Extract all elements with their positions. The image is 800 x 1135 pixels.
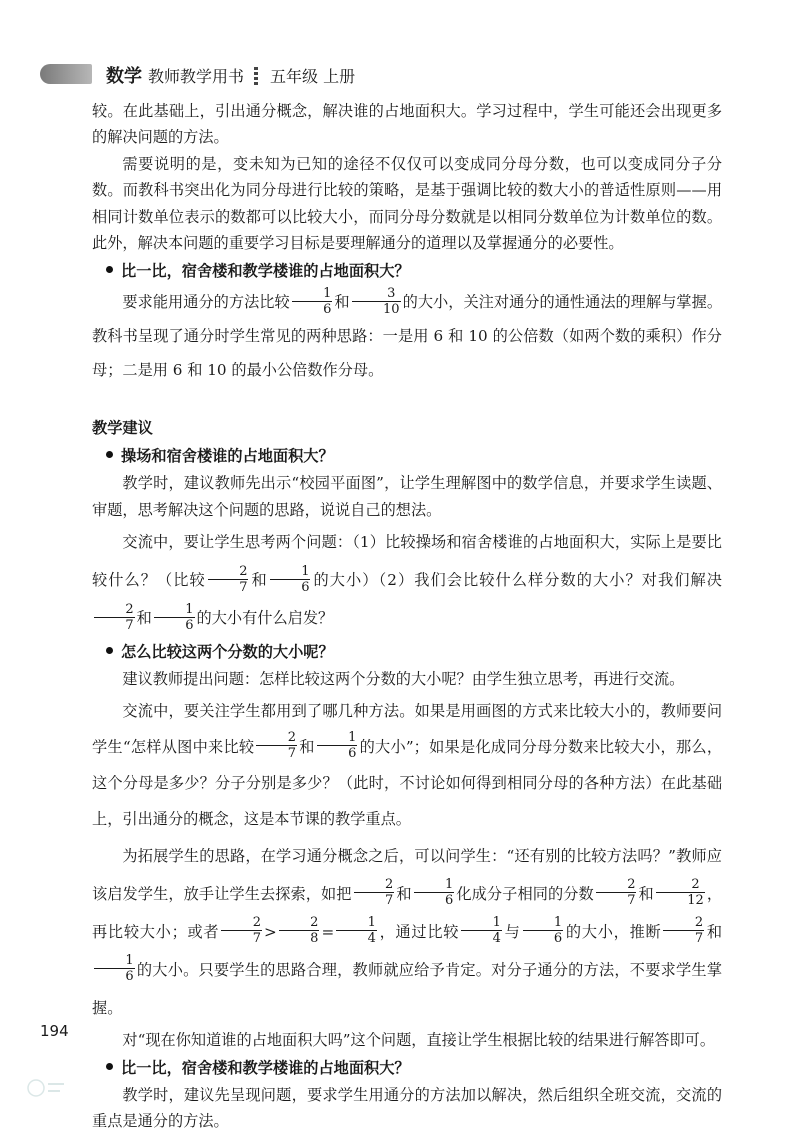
paragraph xyxy=(92,285,722,387)
text: 和 xyxy=(334,293,350,312)
text: 的大小，关注对通分的通性通法的理解与掌握。教科书呈现了通分时学生常见的两种思路：一是用 6 和 10 的公倍数（如两个数的乘积）作分母；二是用 6 和 10 的最小公倍数作分母。 xyxy=(92,293,723,380)
denominator: 12 xyxy=(687,893,704,909)
fraction xyxy=(208,564,249,595)
fraction xyxy=(336,915,377,946)
text: 为拓展学生的思路，在学习通分概念之后，可以问学生：“还有别的比较方法吗？”教师应该启发学生，放手让学生去探索，如把 xyxy=(92,846,722,903)
paragraph: 需要说明的是，变未知为已知的途径不仅仅可以变成同分母分数，也可以变成同分子分数。而教科书突出化为同分母进行比较的策略，是基于强调比较的数大小的普适性原则——用相同计数单位表示的数都可以比较大小，而同分母分数就是以相同分数单位为计数单位的数。此外，解决本问题的重要学习目标是要理解通分的道理以及掌握通分的必要性。 xyxy=(92,154,722,253)
paragraph: 建议教师提出问题：怎样比较这两个分数的大小呢？由学生独立思考，再进行交流。 xyxy=(122,670,685,689)
bullet-heading-text: 比一比，宿舍楼和教学楼谁的占地面积大？ xyxy=(121,262,410,281)
fraction xyxy=(523,915,564,946)
numerator: 1 xyxy=(154,602,195,618)
text: 交流中，要关注学生都用到了哪几种方法。如果是用画图的方式来比较大小的，教师要问学生“怎样从图中来比较 xyxy=(92,701,722,756)
denominator: 7 xyxy=(125,617,134,633)
bullet-heading-text: 操场和宿舍楼谁的占地面积大？ xyxy=(121,447,334,466)
page-body xyxy=(92,98,722,1135)
fraction xyxy=(596,877,637,908)
bullet-heading xyxy=(92,1055,722,1082)
numerator: 2 xyxy=(354,877,395,893)
fraction xyxy=(154,602,195,633)
numerator: 2 xyxy=(279,915,320,931)
numerator: 2 xyxy=(663,915,704,931)
fraction xyxy=(279,915,320,946)
bullet-dot-icon xyxy=(106,647,113,654)
text: 和 xyxy=(396,884,412,903)
denominator: 6 xyxy=(348,746,357,762)
text: 的大小）（2）我们会比较什么样分数的大小？对我们解决 xyxy=(312,571,722,590)
paragraph: 较。在此基础上，引出通分概念，解决谁的占地面积大。学习过程中，学生可能还会出现更多的解决问题的方法。 xyxy=(92,102,722,147)
denominator: 4 xyxy=(367,931,376,947)
denominator: 7 xyxy=(627,893,636,909)
bullet-dot-icon xyxy=(106,451,113,458)
text: 和 xyxy=(299,737,315,756)
fraction xyxy=(221,915,262,946)
fraction xyxy=(656,877,705,908)
denominator: 6 xyxy=(553,931,563,947)
bullet-dot-icon xyxy=(106,1063,113,1070)
denominator: 8 xyxy=(310,931,319,947)
denominator: 6 xyxy=(323,301,332,317)
denominator: 7 xyxy=(694,931,704,947)
header-title xyxy=(106,62,355,88)
fraction xyxy=(317,730,358,761)
denominator: 7 xyxy=(384,893,394,909)
numerator: 1 xyxy=(414,877,455,893)
denominator: 6 xyxy=(301,579,310,595)
numerator: 2 xyxy=(596,877,637,893)
fraction xyxy=(292,286,333,317)
denominator: 7 xyxy=(239,579,248,595)
denominator: 10 xyxy=(383,301,400,317)
header-book: 教师教学用书 xyxy=(148,67,245,86)
denominator: 6 xyxy=(445,893,454,909)
bullet-dot-icon xyxy=(106,266,113,273)
text: 和 xyxy=(706,922,723,941)
text: 的大小，推断 xyxy=(565,922,662,941)
text: 和 xyxy=(250,571,268,590)
numerator: 2 xyxy=(256,730,297,746)
text: 和 xyxy=(638,884,654,903)
paragraph xyxy=(92,523,722,637)
numerator: 1 xyxy=(523,915,564,931)
header-grade: 五年级 上册 xyxy=(270,67,356,86)
text: 与 xyxy=(503,922,521,941)
header-subject: 数学 xyxy=(106,66,142,87)
fraction xyxy=(256,730,297,761)
fraction xyxy=(94,602,135,633)
text: 的大小”；如果是化成同分母分数来比较大小，那么，这个分母是多少？分子分别是多少？（此时，不讨论如何得到相同分母的各种方法）在此基础上，引出通分的概念，这是本节课的教学重点。 xyxy=(92,737,723,828)
text: 要求能用通分的方法比较 xyxy=(122,293,290,312)
greater-than-sign: > xyxy=(264,922,277,941)
paragraph: 教学时，建议教师先出示“校园平面图”，让学生理解图中的数学信息，并要求学生读题、审题，思考解决这个问题的思路，说说自己的想法。 xyxy=(92,474,722,519)
denominator: 7 xyxy=(287,746,296,762)
text: ，再比较大小；或者 xyxy=(92,884,723,941)
watermark-icon xyxy=(26,1075,66,1101)
denominator: 6 xyxy=(125,969,134,985)
fraction xyxy=(352,286,401,317)
fraction xyxy=(461,915,502,946)
bullet-heading-text: 比一比，宿舍楼和教学楼谁的占地面积大？ xyxy=(121,1059,410,1078)
numerator: 1 xyxy=(461,915,502,931)
denominator: 4 xyxy=(492,931,501,947)
paragraph xyxy=(92,693,722,837)
bullet-heading xyxy=(92,639,722,666)
bullet-heading xyxy=(92,258,722,285)
fraction xyxy=(414,877,455,908)
paragraph: 对“现在你知道谁的占地面积大吗”这个问题，直接让学生根据比较的结果进行解答即可。 xyxy=(122,1030,716,1049)
numerator: 2 xyxy=(94,602,135,618)
text: ，通过比较 xyxy=(378,922,460,941)
numerator: 1 xyxy=(292,286,333,302)
header-separator xyxy=(254,67,258,85)
numerator: 1 xyxy=(336,915,377,931)
numerator: 1 xyxy=(94,953,135,969)
numerator: 2 xyxy=(221,915,262,931)
fraction xyxy=(354,877,395,908)
numerator: 2 xyxy=(656,877,705,893)
numerator: 1 xyxy=(270,564,311,580)
text: 化成分子相同的分数 xyxy=(456,884,594,903)
page-number: 194 xyxy=(40,1022,69,1040)
numerator: 1 xyxy=(317,730,358,746)
paragraph: 教学时，建议先呈现问题，要求学生用通分的方法加以解决，然后组织全班交流，交流的重点是通分的方法。 xyxy=(92,1086,722,1131)
fraction xyxy=(270,564,311,595)
paragraph xyxy=(92,837,722,1027)
denominator: 7 xyxy=(252,931,262,947)
text: 的大小有什么启发？ xyxy=(196,609,334,628)
text: 和 xyxy=(136,609,152,628)
text: 交流中，要让学生思考两个问题：（1）比较操场和宿舍楼谁的占地面积大，实际上是要比较什么？（比较 xyxy=(92,533,722,590)
numerator: 2 xyxy=(208,564,249,580)
numerator: 3 xyxy=(352,286,401,302)
page-header xyxy=(0,58,800,94)
bullet-heading xyxy=(92,443,722,470)
equals-sign: = xyxy=(321,922,335,941)
section-title: 教学建议 xyxy=(92,419,153,438)
denominator: 6 xyxy=(185,617,194,633)
fraction xyxy=(663,915,704,946)
text: 的大小。只要学生的思路合理，教师就应给予肯定。对分子通分的方法，不要求学生掌握。 xyxy=(92,960,722,1017)
bullet-heading-text: 怎么比较这两个分数的大小呢？ xyxy=(121,643,334,662)
header-decoration-bar xyxy=(40,64,92,84)
fraction xyxy=(94,953,135,984)
